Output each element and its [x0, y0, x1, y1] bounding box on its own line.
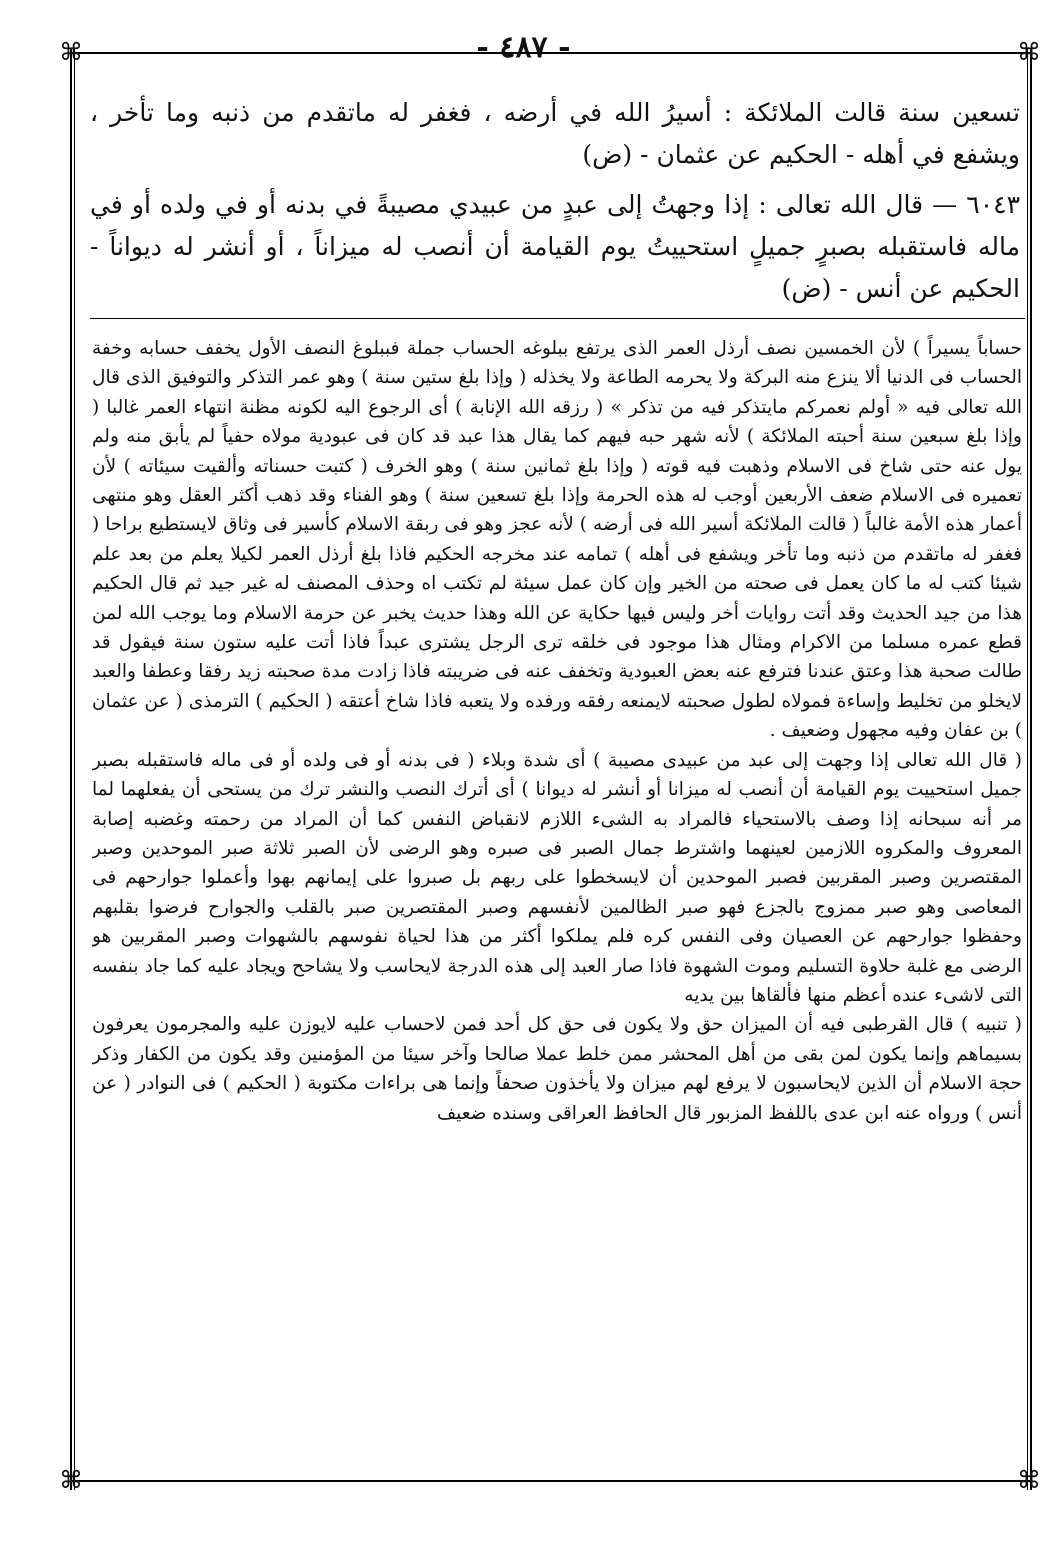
- hadith-text-block: [90, 92, 1020, 318]
- page-number: - ٤٨٧ -: [476, 30, 571, 65]
- hadith-paragraph: تسعين سنة قالت الملائكة : أسيرُ الله في أرضه ، فغفر له ماتقدم من ذنبه وما تأخر ، ويشفع في أهله - الحكيم عن عثمان - (ض): [90, 98, 1020, 169]
- page-frame-bottom-rule: [70, 1480, 1030, 1482]
- section-divider: [90, 318, 1025, 319]
- corner-ornament-icon: ⌘: [1017, 38, 1041, 66]
- page-frame-left-border: [70, 48, 75, 1490]
- corner-ornament-icon: ⌘: [59, 1466, 83, 1494]
- page-frame-right-border: [1027, 48, 1032, 1490]
- commentary-paragraph: ( تنبيه ) قال القرطبى فيه أن الميزان حق ولا يكون فى حق كل أحد فمن لاحساب عليه لايوزن عليه والمجرمون يعرفون بسيماهم وإنما يكون لمن بقى من أهل المحشر ممن خلط عملا صالحا وآخر سيئا من المؤمنين وقد يكون من الكفار وذكر حجة الاسلام أن الذين لايحاسبون لا يرفع لهم ميزان ولا يأخذون صحفاً وإنما هى براءات مكتوبة ( الحكيم ) فى النوادر ( عن أنس ) ورواه عنه ابن عدى باللفظ المزبور قال الحافظ العراقى وسنده ضعيف: [92, 1014, 1022, 1124]
- commentary-text-block: [92, 334, 1022, 1474]
- corner-ornament-icon: ⌘: [59, 38, 83, 66]
- commentary-paragraph: حساباً يسيراً ) لأن الخمسين نصف أرذل العمر الذى يرتفع ببلوغه الحساب جملة فببلوغ النصف الأول يخفف حسابه وخفة الحساب فى الدنيا ألا ينزع منه البركة ولا يحرمه الطاعة ولا يخذله ( وإذا بلغ ستين سنة ) وهو عمر التذكر والتوفيق الذى قال الله تعالى فيه « أولم نعمركم مايتذكر فيه من تذكر » ( رزقه الله الإنابة ) أى الرجوع اليه لكونه مظنة انتهاء العمر غالبا ( وإذا بلغ سبعين سنة أحبته الملائكة ) لأنه شهر حبه فيهم كما يقال هذا عبد قد كان فى عبودية مولاه حفياً لم يأبق منه ولم يول عنه حتى شاخ فى الاسلام وذهبت فيه قوته ( وإذا بلغ ثمانين سنة ) وهو الخرف ( كتبت حسناته وألقيت سيئاته ) لأن تعميره فى الاسلام ضعف الأربعين أوجب له هذه الحرمة وإذا بلغ تسعين سنة ) وهو الفناء وقد ذهب أكثر العقل وهو منتهى أعمار هذه الأمة غالباً ( قالت الملائكة أسير الله فى أرضه ) لأنه عجز وهو فى ربقة الاسلام كأسير فى وثاق لايستطيع براحا ( فغفر له ماتقدم من ذنبه وما تأخر ويشفع فى أهله ) تمامه عند مخرجه الحكيم فاذا بلغ أرذل العمر لكيلا يعلم من بعد علم شيئا كتب له ما كان يعمل فى صحته من الخير وإن كان عمل سيئة لم تكتب اه وحذف المصنف له غير جيد ثم قال الحكيم هذا من جيد الحديث وقد أتت روايات أخر وليس فيها حكاية عن الله وهذا حديث يخبر عن حرمة الاسلام وما يوجب الله لمن قطع عمره مسلما من الاكرام ومثال هذا موجود فى خلقه ترى الرجل يشترى عبداً فاذا أتت عليه ستون سنة فيقول قد طالت صحبة هذا وعتق عندنا فترفع عنه بعض العبودية وتخفف عنه فى ضريبته فاذا زادت مدة صحبته زيد رفقا وعطفا والعبد لايخلو من تخليط وإساءة فمولاه لطول صحبته لايمنعه رفقه ورفده ولا يتعبه فاذا شاخ أعتقه ( الحكيم ) الترمذى ( عن عثمان ) بن عفان وفيه مجهول وضعيف .: [92, 338, 1022, 742]
- page-frame-top-rule: [70, 52, 1030, 54]
- hadith-paragraph: ٦٠٤٣ — قال الله تعالى : إذا وجهتُ إلى عبدٍ من عبيدي مصيبةً في بدنه أو في ولده أو في ماله فاستقبله بصبرٍ جميلٍ استحييتُ يوم القيامة أن أنصب له ميزاناً ، أو أنشر له ديواناً - الحكيم عن أنس - (ض): [90, 190, 1020, 303]
- commentary-paragraph: ( قال الله تعالى إذا وجهت إلى عبد من عبيدى مصيبة ) أى شدة وبلاء ( فى بدنه أو فى ولده أو فى ماله فاستقبله بصبر جميل استحييت يوم القيامة أن أنصب له ميزانا أو أنشر له ديوانا ) أى أترك النصب والنشر ترك من يستحى أن يفعلهما لما مر أنه سبحانه إذا وصف بالاستحياء فالمراد به الشىء اللازم لانقباض النفس كما أن المراد من رحمته وغضبه إصابة المعروف والمكروه اللازمين لعينهما واشترط جمال الصبر فى صبره وهو الرضى لأن الصبر ثلاثة صبر الموحدين وصبر المقتصرين وصبر المقربين فصبر الموحدين أن لايسخطوا على ربهم بل صبروا على إيمانهم بهوا وأعملوا جوارحهم فى المعاصى وهو صبر ممزوج بالجزع فهو صبر الظالمين لأنفسهم وصبر المقتصرين صبر بالقلب والجوارح فرضوا بقلبهم وحفظوا جوارحهم عن العصيان وفى النفس كره فلم يملكوا أكثر من هذا لحياة نفوسهم بالشهوات وصبر المقربين هو الرضى مع غلبة حلاوة التسليم وموت الشهوة فاذا صار العبد إلى هذه الدرجة لايحاسب ولا يشاحح ويجاد عليه كما جاد بنفسه التى لاشىء عنده أعظم منها فألقاها بين يديه: [92, 749, 1022, 1006]
- corner-ornament-icon: ⌘: [1017, 1466, 1041, 1494]
